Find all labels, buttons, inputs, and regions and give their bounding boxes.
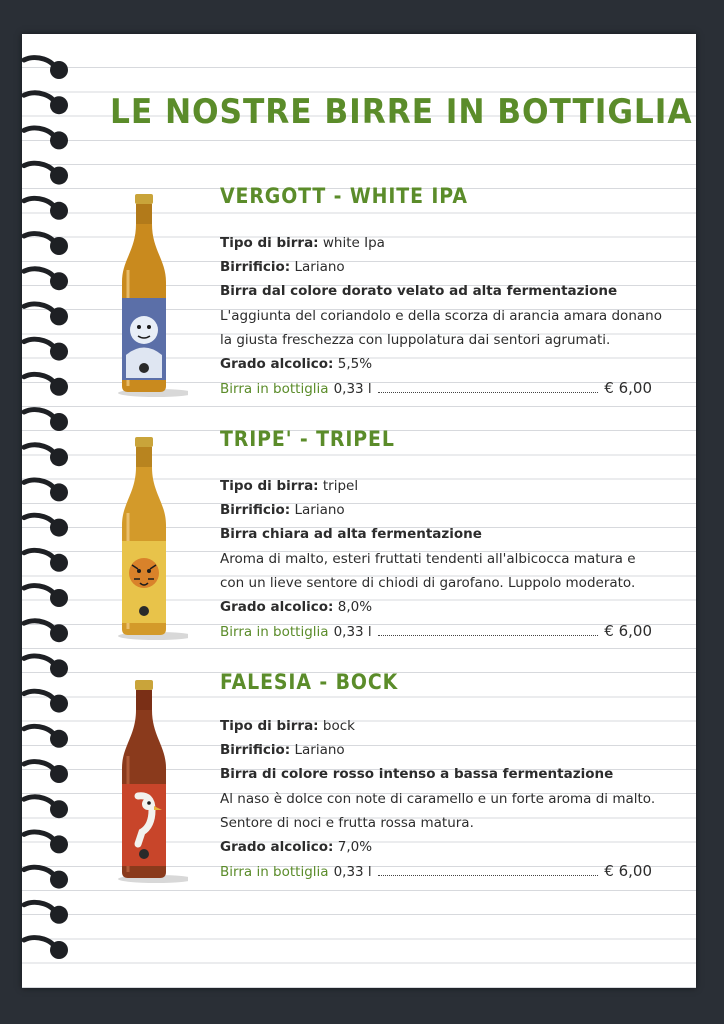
beer-headline: Birra chiara ad alta fermentazione bbox=[220, 526, 482, 542]
spiral-binding bbox=[0, 0, 80, 1024]
beer-price: € 6,00 bbox=[604, 379, 652, 397]
spiral-ring bbox=[24, 550, 68, 571]
beer-price-row bbox=[220, 622, 652, 641]
beer-description-line-1: L'aggiunta del coriandolo e della scorza di arancia amara donano bbox=[220, 308, 662, 324]
beer-name: FALESIA - BOCK bbox=[220, 670, 399, 694]
spiral-ring bbox=[24, 269, 68, 290]
spiral-ring bbox=[24, 128, 68, 149]
beer-abv bbox=[220, 598, 660, 616]
spiral-ring bbox=[24, 234, 68, 255]
beer-type bbox=[220, 477, 660, 495]
price-leader-dots bbox=[378, 391, 599, 393]
spiral-ring bbox=[24, 797, 68, 818]
beer-price: € 6,00 bbox=[604, 622, 652, 640]
beer-type-label: Tipo di birra: bbox=[220, 478, 319, 494]
spiral-ring bbox=[24, 867, 68, 888]
beer-format-label: Birra in bottiglia bbox=[220, 381, 329, 397]
beer-price-row bbox=[220, 862, 652, 881]
spiral-ring bbox=[24, 938, 68, 959]
beer-type bbox=[220, 717, 660, 735]
page-title: LE NOSTRE BIRRE IN BOTTIGLIA bbox=[110, 92, 693, 132]
price-leader-dots bbox=[378, 874, 599, 876]
beer-brewery-label: Birrificio: bbox=[220, 502, 291, 518]
beer-description-line-1: Aroma di malto, esteri fruttati tendenti all'albicocca matura e bbox=[220, 551, 636, 567]
beer-description-line-2: con un lieve sentore di chiodi di garofano. Luppolo moderato. bbox=[220, 575, 636, 591]
bottle-image bbox=[108, 190, 188, 400]
beer-brewery-value: Lariano bbox=[294, 502, 345, 518]
beer-abv-label: Grado alcolico: bbox=[220, 356, 334, 372]
spiral-ring bbox=[24, 586, 68, 607]
beer-format-label: Birra in bottiglia bbox=[220, 624, 329, 640]
beer-size: 0,33 l bbox=[333, 864, 372, 880]
spiral-ring bbox=[24, 902, 68, 923]
beer-type-value: white Ipa bbox=[322, 235, 385, 251]
beer-abv-label: Grado alcolico: bbox=[220, 599, 334, 615]
beer-price: € 6,00 bbox=[604, 862, 652, 880]
beer-name: VERGOTT - WHITE IPA bbox=[220, 184, 468, 208]
spiral-ring bbox=[24, 691, 68, 712]
spiral-ring bbox=[24, 304, 68, 325]
beer-brewery bbox=[220, 741, 660, 759]
spiral-ring bbox=[24, 445, 68, 466]
beer-price-row bbox=[220, 379, 652, 398]
beer-abv bbox=[220, 355, 660, 373]
spiral-ring bbox=[24, 58, 68, 79]
beer-description-line-2: Sentore di noci e frutta rossa matura. bbox=[220, 815, 474, 831]
beer-type bbox=[220, 234, 660, 252]
beer-brewery-label: Birrificio: bbox=[220, 742, 291, 758]
beer-brewery-value: Lariano bbox=[294, 742, 345, 758]
spiral-ring bbox=[24, 762, 68, 783]
spiral-ring bbox=[24, 374, 68, 395]
beer-type-value: bock bbox=[322, 718, 355, 734]
beer-abv-value: 5,5% bbox=[337, 356, 373, 372]
beer-type-label: Tipo di birra: bbox=[220, 718, 319, 734]
beer-brewery bbox=[220, 258, 660, 276]
beer-brewery-label: Birrificio: bbox=[220, 259, 291, 275]
spiral-ring bbox=[24, 726, 68, 747]
spiral-ring bbox=[24, 339, 68, 360]
beer-abv-label: Grado alcolico: bbox=[220, 839, 334, 855]
beer-brewery-value: Lariano bbox=[294, 259, 345, 275]
beer-abv-value: 7,0% bbox=[337, 839, 373, 855]
beer-abv bbox=[220, 838, 660, 856]
spiral-ring bbox=[24, 480, 68, 501]
bottle-image bbox=[108, 676, 188, 886]
spiral-ring bbox=[24, 832, 68, 853]
spiral-ring bbox=[24, 198, 68, 219]
bottle-image bbox=[108, 433, 188, 643]
beer-size: 0,33 l bbox=[333, 624, 372, 640]
beer-brewery bbox=[220, 501, 660, 519]
beer-size: 0,33 l bbox=[333, 381, 372, 397]
spiral-ring bbox=[24, 410, 68, 431]
beer-headline: Birra di colore rosso intenso a bassa fermentazione bbox=[220, 766, 614, 782]
beer-type-value: tripel bbox=[322, 478, 359, 494]
beer-description-line-2: la giusta freschezza con luppolatura dai sentori agrumati. bbox=[220, 332, 611, 348]
price-leader-dots bbox=[378, 634, 599, 636]
beer-abv-value: 8,0% bbox=[337, 599, 373, 615]
spiral-ring bbox=[24, 621, 68, 642]
spiral-ring bbox=[24, 656, 68, 677]
beer-headline: Birra dal colore dorato velato ad alta fermentazione bbox=[220, 283, 618, 299]
spiral-ring bbox=[24, 93, 68, 114]
beer-description-line-1: Al naso è dolce con note di caramello e un forte aroma di malto. bbox=[220, 791, 656, 807]
spiral-ring bbox=[24, 515, 68, 536]
beer-name: TRIPE' - TRIPEL bbox=[220, 427, 395, 451]
beer-type-label: Tipo di birra: bbox=[220, 235, 319, 251]
spiral-ring bbox=[24, 163, 68, 184]
beer-format-label: Birra in bottiglia bbox=[220, 864, 329, 880]
